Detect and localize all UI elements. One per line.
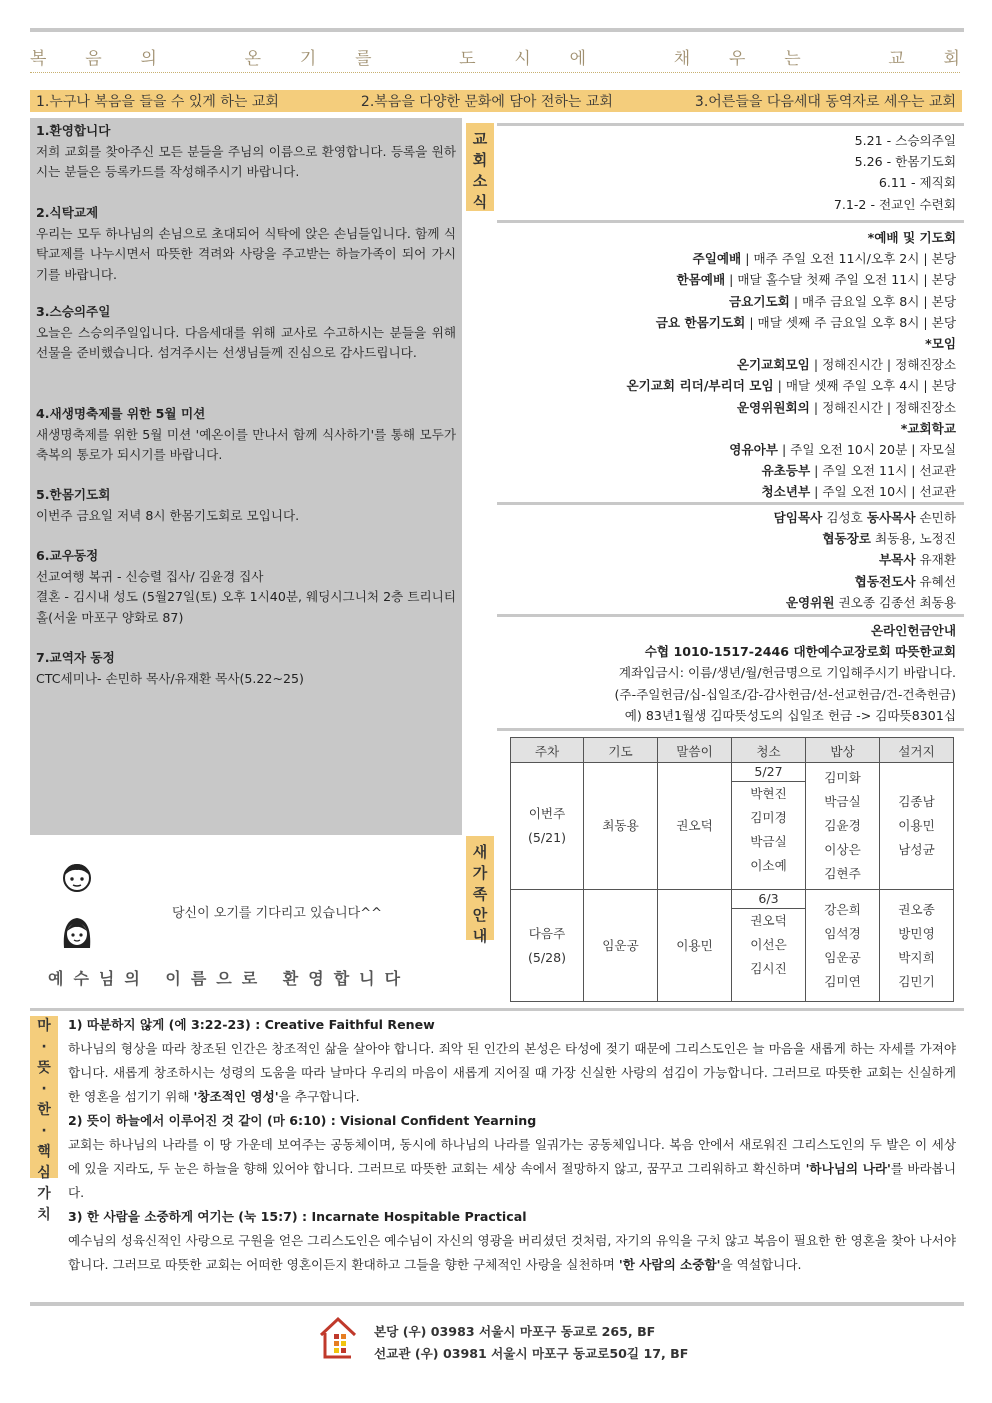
- duty-name: 이상은: [824, 842, 861, 857]
- offering-account: 수협 1010-1517-2446 대한예수교장로회 따뜻한교회: [644, 644, 956, 660]
- core-value-heading: 1) 따분하지 않게 (에 3:22-23) : Creative Faithful Renew: [68, 1017, 435, 1032]
- duty-header-cell: 밥상: [806, 738, 880, 763]
- worship-item: [497, 375, 956, 396]
- announcement-title: 7.교역자 동정: [36, 650, 115, 665]
- announcement-title: 4.새생명축제를 위한 5월 미션: [36, 406, 206, 421]
- announcement-body: 오늘은 스승의주일입니다. 다음세대를 위해 교사로 수고하시는 분들을 위해 선물을 준비했습니다. 섬겨주시는 선생님들께 진심으로 감사드립니다.: [36, 324, 456, 360]
- motto-char: 는: [784, 49, 801, 69]
- footer-annex-address: 선교관 (우) 03981 서울시 마포구 동교로50길 17, BF: [374, 1346, 689, 1361]
- core-value-emphasis: '창조적인 영성': [193, 1089, 279, 1104]
- worship-info: | 매달 셋째 주일 오후 4시 | 본당: [773, 378, 956, 394]
- goal-1: 1.누구나 복음을 들을 수 있게 하는 교회: [36, 94, 279, 110]
- motto-char: 채: [673, 49, 691, 69]
- motto-char: 음: [85, 49, 102, 69]
- duty-name: 강은희: [824, 901, 861, 917]
- announcement-item: [36, 648, 456, 689]
- motto-char: 에: [569, 49, 587, 69]
- worship-info: | 정해진시간 | 정해진장소: [809, 399, 956, 415]
- announcement-body: 이번주 금요일 저녁 8시 한몸기도회로 모입니다.: [36, 507, 300, 523]
- worship-name: 주일예배: [692, 251, 742, 267]
- duty-name: 김미화: [824, 770, 861, 785]
- worship-info: | 매달 홀수달 첫째 주일 오전 11시 | 본당: [725, 272, 956, 288]
- worship-item: [497, 460, 956, 481]
- offering-note-3: 예) 83년1월생 김따뜻성도의 십일조 헌금 -> 김따뜻8301십: [624, 707, 956, 723]
- announcement-body: 저희 교회를 찾아주신 모든 분들을 주님의 이름으로 환영합니다. 등록을 원하시는 분들은 등록카드를 작성해주시기 바랍니다.: [36, 143, 456, 179]
- duty-header-cell: 주차: [511, 738, 584, 763]
- announcement-title: 1.환영합니다: [36, 123, 111, 138]
- announcement-item: [36, 302, 456, 364]
- duty-prayer: 임운공: [584, 890, 658, 1002]
- core-value-text: 하나님의 형상을 따라 창조된 인간은 창조적인 삶을 살아야 합니다. 죄악 된 인간의 본성은 타성에 젖기 때문에 그리스도인은 늘 마음을 새롭게 하는 자세를 가져야합니다. 새롭게 창조하시는 성령의 도움을 따라 날마다 우리의 마음이 새롭게 지어질 때 가장 신실한 사랑의 섬김이 가능합니다. 그러므로 따뜻한 교회는 신실하게 한 영혼을 섬기기 위해: [68, 1041, 956, 1104]
- duty-week: 이번주 (5/21): [511, 763, 584, 890]
- schedule-item: 5.21 - 스승의주일: [854, 133, 956, 148]
- staff-names: 유혜선: [915, 573, 956, 589]
- worship-info: | 주일 오전 10시 | 선교관: [810, 484, 956, 500]
- duty-name: 김윤경: [824, 818, 861, 833]
- church-goals-bar: [30, 90, 962, 112]
- worship-name: 영유아부: [729, 442, 778, 458]
- worship-info: | 매달 셋째 주 금요일 오후 8시 | 본당: [745, 314, 956, 330]
- announcement-title: 3.스승의주일: [36, 304, 111, 319]
- duty-name: 김종남: [898, 794, 935, 809]
- duty-name: 권오종: [898, 901, 935, 917]
- core-value-body: [68, 1133, 956, 1205]
- duty-reading: 이용민: [658, 890, 732, 1002]
- duty-name: 이선은: [750, 937, 787, 952]
- worship-name: 금요 한몸기도회: [655, 314, 746, 330]
- newcomer-tab-label: 새가족안내: [472, 843, 488, 945]
- motto-char: [625, 44, 635, 69]
- duty-name: 임석경: [824, 925, 861, 941]
- worship-info: | 주일 오전 11시 | 선교관: [810, 463, 956, 479]
- core-value-heading: 2) 뜻이 하늘에서 이루어진 것 같이 (마 6:10) : Visional Confident Yearning: [68, 1113, 537, 1128]
- motto-char: [839, 44, 849, 69]
- staff-names: 김성호: [822, 510, 867, 525]
- duty-cell: [880, 763, 954, 890]
- motto-char: [196, 44, 206, 69]
- staff-role: 협동장로: [822, 531, 871, 547]
- worship-list: [497, 227, 964, 503]
- duty-table-body: [511, 763, 954, 1002]
- core-value-body: [68, 1037, 956, 1109]
- announcement-body: 새생명축제를 위한 5월 미션 '예온이를 만나서 함께 식사하기'를 통해 모두가 축복의 통로가 되시기를 바랍니다.: [36, 426, 456, 462]
- worship-item: [497, 269, 956, 290]
- staff-names: 유재환: [915, 552, 956, 568]
- staff-box: [497, 507, 964, 613]
- core-values-tab: [30, 1016, 58, 1223]
- duty-name: 임운공: [824, 949, 861, 965]
- duty-prayer: 최동용: [584, 763, 658, 890]
- footer-main-address: 본당 (우) 03983 서울시 마포구 동교로 265, BF: [374, 1324, 656, 1339]
- worship-section-header: *모임: [925, 336, 956, 352]
- duty-cell: [880, 890, 954, 1002]
- worship-name: 유초등부: [761, 463, 811, 479]
- cleaning-date: 6/3: [732, 890, 805, 909]
- announcement-title: 2.식탁교제: [36, 205, 99, 220]
- core-value-text: 예수님의 성육신적인 사랑으로 구원을 얻은 그리스도인은 예수님이 자신의 영광을 버리셨던 것처럼, 자기의 유익을 구치 않고 복음이 필요한 한 영혼을 찾아 나서야 합니다. 그러므로 따뜻한 교회는 어떠한 영혼이든지 환대하고 그들을 향한 구체적인 사랑을 실천하며: [68, 1233, 956, 1272]
- staff-names: 권오종 김종선 최동용: [834, 594, 956, 610]
- core-value-heading: 3) 한 사람을 소중하게 여기는 (눅 15:7) : Incarnate Hospitable Practical: [68, 1209, 527, 1224]
- worship-item: [497, 354, 956, 375]
- motto-char: 회: [943, 49, 960, 69]
- worship-section-header: *교회학교: [900, 420, 956, 436]
- top-rule: [30, 28, 964, 32]
- announcement-item: [36, 203, 456, 285]
- duty-name: 김미연: [824, 973, 861, 989]
- core-value-body: [68, 1229, 956, 1277]
- man-face-icon: [60, 860, 94, 894]
- church-news-tab-label: 교회소식: [472, 130, 488, 211]
- duty-cell: [732, 763, 806, 890]
- welcome-line: 예수님의 이름으로 환영합니다: [48, 969, 411, 988]
- worship-name: 한몸예배: [676, 272, 726, 288]
- staff-row: [497, 592, 956, 613]
- duty-name: 이용민: [898, 818, 935, 833]
- core-top-rule: [30, 1008, 964, 1011]
- motto-char: 기: [299, 49, 317, 69]
- worship-info: | 주일 오전 10시 20분 | 자모실: [777, 442, 956, 458]
- duty-table: [510, 737, 954, 1002]
- core-value-text: 를 바라봅니다.: [68, 1161, 956, 1200]
- motto-char: 의: [140, 49, 157, 69]
- staff-row: [497, 571, 956, 592]
- worship-item: [497, 291, 956, 312]
- announcement-item: [36, 121, 456, 183]
- staff-role: 담임목사: [773, 510, 823, 525]
- duty-name: 김민기: [898, 973, 935, 989]
- core-value-text: 을 역설합니다.: [720, 1257, 802, 1272]
- duty-name: 박금실: [750, 834, 787, 849]
- schedule-item: 7.1-2 - 전교인 수련회: [833, 196, 956, 212]
- welcome-message: 당신이 오기를 기다리고 있습니다^^: [172, 906, 382, 921]
- cleaning-date: 5/27: [732, 763, 805, 782]
- offering-box: [497, 620, 964, 726]
- duty-table-header: [511, 738, 954, 763]
- core-values-tab-label: 마·뜻·한·핵심가치: [37, 1018, 51, 1223]
- motto-char: 시: [514, 49, 531, 69]
- announcement-title: 5.한몸기도회: [36, 487, 111, 502]
- table-row: [511, 890, 954, 1002]
- duty-name: 권오덕: [750, 913, 787, 928]
- worship-item: [497, 397, 956, 418]
- staff-role: 부목사: [879, 552, 916, 568]
- worship-info: | 정해진시간 | 정해진장소: [809, 357, 956, 373]
- duty-week: 다음주 (5/28): [511, 890, 584, 1002]
- core-value-text: 교회는 하나님의 나라를 이 땅 가운데 보여주는 공동체이며, 동시에 하나님의 나라를 일궈가는 공동체입니다. 복음 안에서 새로워진 그리스도인의 두 발은 이 세상에 있을 지라도, 두 눈은 하늘을 향해 있어야 합니다. 그러므로 따뜻한 교회는 세상 속에서 절망하지 않고, 꿈꾸고 그리워하고 확신하며: [68, 1137, 956, 1176]
- duty-name: 방민영: [898, 925, 935, 941]
- offering-top-rule: [497, 614, 964, 617]
- staff-role: 동사목사: [866, 510, 916, 525]
- core-value-emphasis: '한 사람의 소중함': [618, 1257, 721, 1272]
- worship-item: [497, 481, 956, 502]
- motto-char: 우: [728, 49, 746, 69]
- worship-box: [497, 227, 964, 503]
- staff-names: 최동용, 노정진: [870, 531, 956, 547]
- duty-name: 남성균: [898, 842, 935, 857]
- core-value-emphasis: '하나님의 나라': [805, 1161, 891, 1176]
- staff-role: 협동전도사: [854, 573, 916, 589]
- motto-char: 도: [459, 49, 476, 69]
- worship-name: 온기교회모임: [736, 357, 810, 373]
- core-values: [68, 1013, 956, 1277]
- staff-names: 손민하: [915, 510, 956, 525]
- worship-name: 운영위원회의: [736, 399, 810, 415]
- offering-note-1: 계좌입금시: 이름/생년/월/헌금명으로 기입해주시기 바랍니다.: [618, 665, 956, 681]
- duty-name: 김미경: [750, 810, 787, 825]
- worship-item: [497, 439, 956, 460]
- core-value-text: 을 추구합니다.: [278, 1089, 360, 1104]
- worship-info: | 매주 금요일 오후 8시 | 본당: [789, 293, 956, 309]
- church-motto: [30, 44, 960, 69]
- church-news-tab: [466, 123, 494, 211]
- worship-name: 청소년부: [761, 484, 811, 500]
- motto-char: [410, 44, 420, 69]
- worship-name: 금요기도회: [728, 293, 790, 309]
- duty-name: 박현진: [750, 786, 787, 801]
- staff-row: [497, 528, 956, 549]
- woman-face-icon: [60, 914, 94, 950]
- announcement-item: [36, 404, 456, 466]
- duty-header-cell: 설거지: [880, 738, 954, 763]
- schedule-list: [497, 130, 964, 215]
- motto-underline: [30, 72, 960, 73]
- duty-header-cell: 말씀이: [658, 738, 732, 763]
- offering-note-2: (주-주일헌금/십-십일조/감-감사헌금/선-선교헌금/건-건축헌금): [614, 686, 956, 702]
- duty-name: 박금실: [824, 794, 861, 809]
- schedule-item: 6.11 - 제직회: [878, 175, 956, 191]
- worship-section-header: *예배 및 기도회: [867, 230, 956, 245]
- duty-cell: [806, 763, 880, 890]
- staff-row: [497, 549, 956, 570]
- worship-name: 온기교회 리더/부리더 모임: [626, 378, 774, 394]
- goal-3: 3.어른들을 다음세대 동역자로 세우는 교회: [694, 94, 956, 110]
- worship-top-rule: [497, 220, 964, 223]
- worship-info: | 매주 주일 오전 11시/오후 2시 | 본당: [741, 251, 956, 267]
- staff-row: [497, 507, 956, 528]
- duty-name: 김시진: [750, 961, 787, 976]
- staff-top-rule: [497, 502, 964, 505]
- announcement-body: 우리는 모두 하나님의 손님으로 초대되어 식탁에 앉은 손님들입니다. 함께 식탁교제를 나누시면서 따뜻한 격려와 사랑을 주고받는 하늘가족이 되어 가시기를 바랍니다.: [36, 225, 456, 282]
- duty-cell: [732, 890, 806, 1002]
- table-row: [511, 763, 954, 890]
- staff-list: [497, 507, 964, 613]
- church-logo-icon: [318, 1315, 358, 1361]
- announcement-body: 선교여행 복귀 - 신승렬 집사/ 김윤경 집사 결혼 - 김시내 성도 (5월27일(토) 오후 1시40분, 웨딩시그니처 2층 트리니티홀(서울 마포구 양화로 87): [36, 568, 456, 625]
- duty-name: 박지희: [898, 949, 935, 965]
- duty-cell: [806, 890, 880, 1002]
- staff-role: 운영위원: [785, 594, 835, 610]
- announcement-item: [36, 546, 456, 628]
- announcement-body: CTC세미나- 손민하 목사/유재환 목사(5.22~25): [36, 670, 304, 686]
- announcement-title: 6.교우동정: [36, 548, 99, 563]
- motto-char: 교: [888, 49, 905, 69]
- duty-reading: 권오덕: [658, 763, 732, 890]
- duty-name: 이소예: [750, 858, 787, 873]
- motto-char: 복: [30, 49, 47, 69]
- schedule-item: 5.26 - 한몸기도회: [854, 154, 956, 170]
- worship-item: [497, 312, 956, 333]
- newcomer-tab: [466, 836, 494, 945]
- duty-name: 김현주: [824, 866, 861, 881]
- worship-item: [497, 248, 956, 269]
- schedule-box: [497, 130, 964, 215]
- motto-char: 온: [244, 49, 261, 69]
- duty-header-cell: 청소: [732, 738, 806, 763]
- goal-2: 2.복음을 다양한 문화에 담아 전하는 교회: [360, 94, 613, 110]
- offering-title: 온라인헌금안내: [870, 623, 956, 638]
- schedule-top-rule: [497, 123, 964, 126]
- announcement-item: [36, 485, 456, 526]
- bottom-rule: [30, 1302, 964, 1306]
- motto-char: 를: [355, 49, 372, 69]
- duty-header-cell: 기도: [584, 738, 658, 763]
- duty-top-rule: [497, 728, 964, 731]
